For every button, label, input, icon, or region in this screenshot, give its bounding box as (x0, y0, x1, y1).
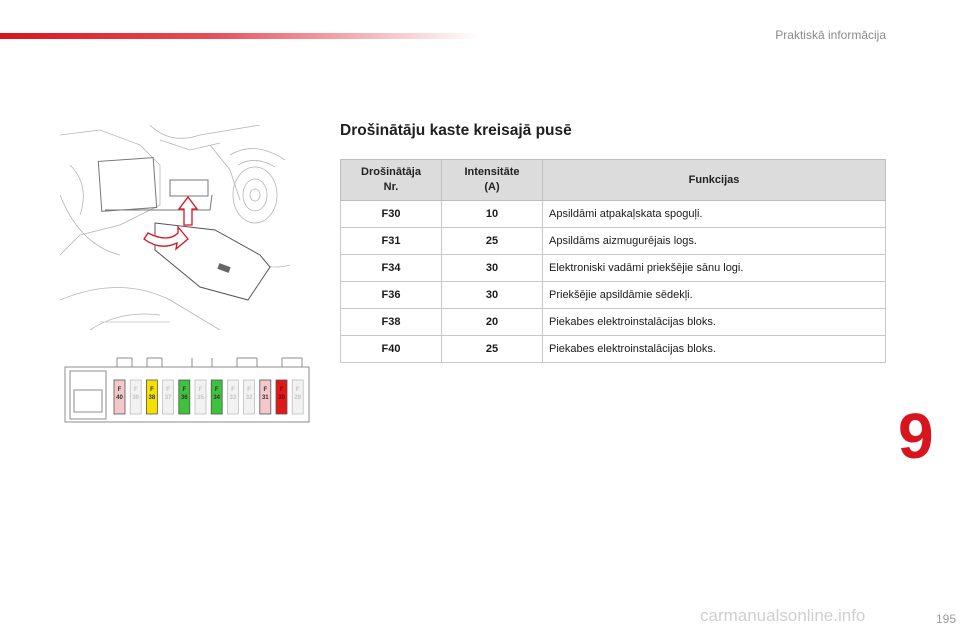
function-cell: Apsildāmi atpakaļskata spoguļi. (543, 201, 886, 228)
fuse-slot-37 (163, 380, 174, 414)
fuse-slot-36 (179, 380, 190, 414)
fuse-number-cell: F40 (341, 336, 442, 363)
section-title: Drošinātāju kaste kreisajā pusē (340, 122, 572, 139)
fuse-slot-35 (195, 380, 206, 414)
fuse-slot-number: 34 (213, 395, 221, 401)
fuse-slot-prefix: F (279, 387, 284, 393)
chapter-header-title: Praktiskā informācija (775, 28, 886, 42)
function-cell: Elektroniski vadāmi priekšējie sānu logi. (543, 255, 886, 282)
fuse-slot-29 (292, 380, 303, 414)
fuse-slot-number: 38 (148, 395, 156, 401)
column-header-functions: Funkcijas (543, 160, 886, 201)
dashboard-illustration (60, 125, 290, 330)
function-cell: Priekšējie apsildāmie sēdekļi. (543, 282, 886, 309)
column-header-fuse-line2: Nr. (383, 181, 399, 193)
fuse-slot-prefix: F (214, 387, 219, 393)
fuse-slot-31 (260, 380, 271, 414)
fuse-slot-prefix: F (247, 387, 251, 393)
amperage-cell: 30 (442, 282, 543, 309)
fuse-slot-prefix: F (166, 387, 170, 393)
fuse-slot-number: 29 (294, 395, 302, 401)
table-row (341, 201, 886, 228)
column-header-fuse (341, 160, 442, 201)
fuse-slot-prefix: F (117, 387, 122, 393)
header-accent-bar (0, 33, 480, 39)
column-header-amperage (442, 160, 543, 201)
column-header-fuse-line1: Drošinātāja (361, 166, 421, 179)
table-row (341, 282, 886, 309)
amperage-cell: 20 (442, 309, 543, 336)
amperage-cell: 25 (442, 336, 543, 363)
fuse-slot-number: 33 (229, 395, 237, 401)
fuse-slot-34 (211, 380, 222, 414)
table-row (341, 255, 886, 282)
fuse-slot-prefix: F (295, 387, 300, 393)
fuse-slot-30 (276, 380, 287, 414)
table-row (341, 309, 886, 336)
watermark: carmanualsonline.info (700, 606, 866, 625)
fuse-table (340, 159, 886, 363)
fuse-slot-prefix: F (150, 387, 154, 393)
fuse-number-cell: F34 (341, 255, 442, 282)
fuse-number-cell: F38 (341, 309, 442, 336)
fuse-number-cell: F30 (341, 201, 442, 228)
column-header-amperage-line1: Intensitāte (464, 166, 520, 179)
fuse-slot-number: 35 (197, 395, 204, 401)
fuse-slot-number: 40 (116, 395, 123, 401)
table-row (341, 228, 886, 255)
fuse-box-diagram (62, 352, 312, 427)
fuse-slot-number: 32 (245, 395, 253, 401)
function-cell: Apsildāms aizmugurējais logs. (543, 228, 886, 255)
fuse-slot-39 (130, 380, 141, 414)
amperage-cell: 30 (442, 255, 543, 282)
table-row (341, 336, 886, 363)
fuse-slot-number: 30 (278, 395, 285, 401)
fuse-slot-number: 37 (164, 395, 172, 401)
fuse-slot-33 (227, 380, 238, 414)
fuse-number-cell: F36 (341, 282, 442, 309)
fuse-number-cell: F31 (341, 228, 442, 255)
chapter-number: 9 (898, 400, 934, 472)
fuse-slot-32 (244, 380, 255, 414)
fuse-slot-prefix: F (231, 387, 235, 393)
fuse-slot-38 (146, 380, 157, 414)
table-header-row (341, 160, 886, 201)
fuse-slot-number: 39 (132, 395, 140, 401)
fuse-slot-40 (114, 380, 125, 414)
fuse-slot-number: 36 (180, 395, 188, 401)
fuse-slot-prefix: F (263, 387, 268, 393)
function-cell: Piekabes elektroinstalācijas bloks. (543, 309, 886, 336)
fuse-slot-prefix: F (182, 387, 187, 393)
column-header-amperage-line2: (A) (484, 181, 500, 193)
fuse-slot-prefix: F (198, 387, 203, 393)
amperage-cell: 25 (442, 228, 543, 255)
page-number: 195 (935, 612, 956, 626)
fuse-slot-number: 31 (261, 395, 269, 401)
fuse-slot-prefix: F (133, 387, 138, 393)
function-cell: Piekabes elektroinstalācijas bloks. (543, 336, 886, 363)
amperage-cell: 10 (442, 201, 543, 228)
